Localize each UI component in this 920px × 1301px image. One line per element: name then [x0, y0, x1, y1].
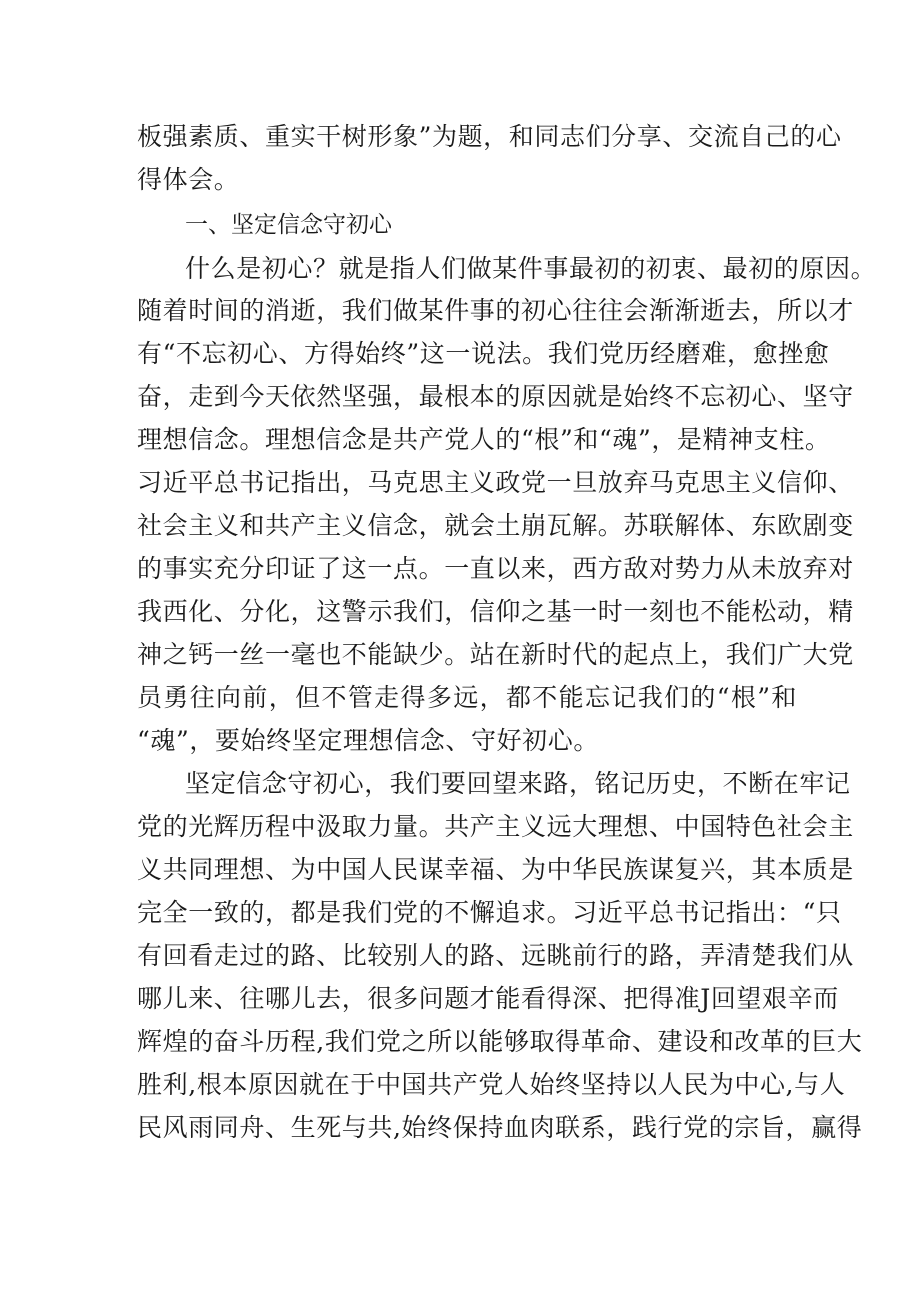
- paragraph1-line-2: 随着时间的消逝，我们做某件事的初心往往会渐渐逝去，所以才: [137, 296, 854, 325]
- paragraph2-line-3: 义共同理想、为中国人民谋幸福、为中华民族谋复兴，其本质是: [137, 855, 854, 884]
- paragraph2-line-7: 辉煌的奋斗历程,我们党之所以能够取得革命、建设和改革的巨大: [137, 1027, 863, 1056]
- paragraph2-line-5: 有回看走过的路、比较别人的路、远眺前行的路，弄清楚我们从: [137, 941, 854, 970]
- paragraph2-line-8: 胜利,根本原因就在于中国共产党人始终坚持以人民为中心,与人: [137, 1070, 846, 1099]
- paragraph2-line-9: 民风雨同舟、生死与共,始终保持血肉联系，践行党的宗旨，赢得: [137, 1113, 863, 1142]
- section-heading: 一、坚定信念守初心: [185, 212, 392, 238]
- paragraph1-line-10: 神之钙一丝一毫也不能缺少。站在新时代的起点上，我们广大党: [137, 640, 854, 669]
- paragraph1-line-11: 员勇往向前，但不管走得多远，都不能忘记我们的“根”和: [137, 683, 797, 712]
- intro-line-1: 板强素质、重实干树形象”为题，和同志们分享、交流自己的心: [137, 122, 842, 151]
- paragraph1-line-12: “魂”，要始终坚定理想信念、守好初心。: [137, 726, 599, 755]
- paragraph1-line-5: 理想信念。理想信念是共产党人的“根”和“魂”，是精神支柱。: [137, 425, 831, 454]
- paragraph1-line-1: 什么是初心？就是指人们做某件事最初的初衷、最初的原因。: [185, 254, 877, 283]
- paragraph2-line-1: 坚定信念守初心，我们要回望来路，铭记历史，不断在牢记: [185, 769, 851, 798]
- paragraph1-line-9: 我西化、分化，这警示我们，信仰之基一时一刻也不能松动，精: [137, 597, 854, 626]
- paragraph2-line-2: 党的光辉历程中汲取力量。共产主义远大理想、中国特色社会主: [137, 812, 854, 841]
- paragraph1-line-3: 有“不忘初心、方得始终”这一说法。我们党历经磨难，愈挫愈: [137, 339, 830, 368]
- paragraph2-line-4: 完全一致的，都是我们党的不懈追求。习近平总书记指出：“只: [137, 898, 842, 927]
- intro-line-2: 得体会。: [137, 165, 240, 194]
- paragraph1-line-6: 习近平总书记指出，马克思主义政党一旦放弃马克思主义信仰、: [137, 468, 854, 497]
- paragraph1-line-4: 奋，走到今天依然坚强，最根本的原因就是始终不忘初心、坚守: [137, 382, 854, 411]
- paragraph2-line-6: 哪儿来、往哪儿去，很多问题才能看得深、把得准J回望艰辛而: [137, 984, 839, 1013]
- paragraph1-line-8: 的事实充分印证了这一点。一直以来，西方敌对势力从未放弃对: [137, 554, 854, 583]
- paragraph1-line-7: 社会主义和共产主义信念，就会土崩瓦解。苏联解体、东欧剧变: [137, 511, 854, 540]
